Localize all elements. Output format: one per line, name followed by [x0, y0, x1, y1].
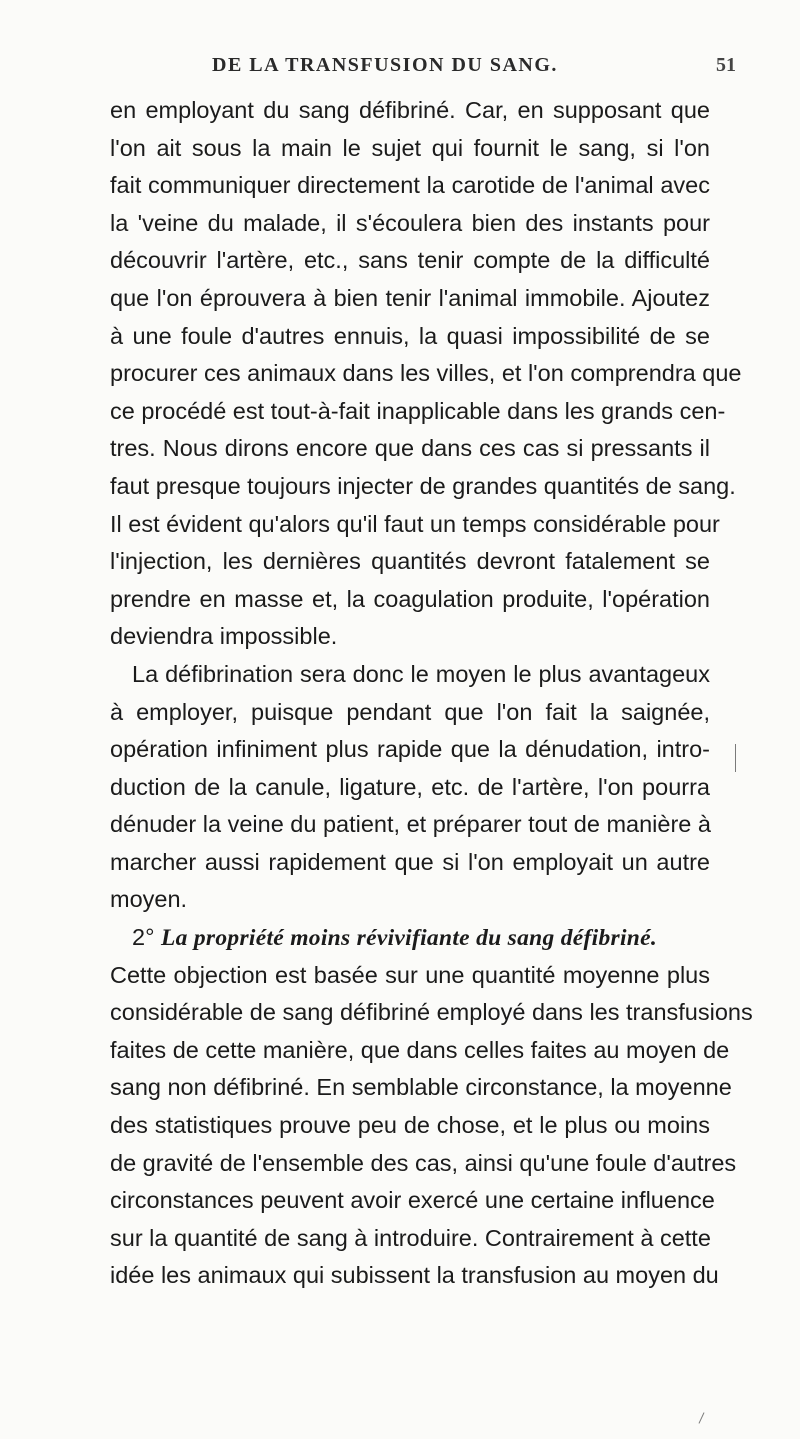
text-line: à employer, puisque pendant que l'on fait la saignée, — [110, 698, 710, 725]
margin-mark — [735, 744, 736, 772]
text-line: La défibrination sera donc le moyen le plus avantageux — [132, 660, 710, 687]
text-line: deviendra impossible. — [110, 623, 338, 650]
text-line: dénuder la veine du patient, et préparer tout de manière à — [110, 811, 711, 838]
page-number: 51 — [716, 54, 736, 76]
text-line: Cette objection est basée sur une quantité moyenne plus — [110, 961, 710, 988]
text-line: fait communiquer directement la carotide de l'animal avec — [110, 172, 710, 199]
text-line: ce procédé est tout-à-fait inapplicable dans les grands cen- — [110, 397, 726, 424]
text-line: duction de la canule, ligature, etc. de l'artère, l'on pourra — [110, 773, 710, 800]
section-heading — [110, 919, 710, 957]
text-line: en employant du sang défibriné. Car, en supposant que — [110, 97, 710, 123]
text-line: la 'veine du malade, il s'écoulera bien des instants pour — [110, 209, 710, 236]
text-line: Il est évident qu'alors qu'il faut un temps considérable pour — [110, 510, 720, 537]
body-text — [110, 92, 753, 1295]
text-line: des statistiques prouve peu de chose, et le plus ou moins — [110, 1112, 710, 1139]
section-number: 2° — [132, 924, 155, 951]
text-line: procurer ces animaux dans les villes, et l'on comprendra que — [110, 360, 742, 387]
text-line: sur la quantité de sang à introduire. Contrairement à cette — [110, 1224, 711, 1251]
text-line: faites de cette manière, que dans celles faites au moyen de — [110, 1036, 730, 1063]
text-line: moyen. — [110, 886, 188, 913]
text-line: de gravité de l'ensemble des cas, ainsi qu'une foule d'autres — [110, 1149, 737, 1176]
text-line: considérable de sang défibriné employé dans les transfusions — [110, 999, 753, 1026]
text-line: découvrir l'artère, etc., sans tenir compte de la difficulté — [110, 247, 710, 274]
stray-mark — [699, 1412, 705, 1423]
text-line: l'on ait sous la main le sujet qui fournit le sang, si l'on — [110, 134, 710, 161]
text-line: opération infiniment plus rapide que la dénudation, intro- — [110, 736, 710, 763]
text-line: que l'on éprouvera à bien tenir l'animal immobile. Ajoutez — [110, 284, 710, 311]
text-line: prendre en masse et, la coagulation produite, l'opération — [110, 585, 710, 612]
text-line: idée les animaux qui subissent la transfusion au moyen du — [110, 1262, 719, 1289]
section-title: La propriété moins révivifiante du sang défibriné. — [161, 925, 658, 952]
text-line: l'injection, les dernières quantités devront fatalement se — [110, 548, 710, 575]
text-line: sang non défibriné. En semblable circonstance, la moyenne — [110, 1074, 732, 1101]
text-line: circonstances peuvent avoir exercé une certaine influence — [110, 1187, 715, 1214]
text-line: tres. Nous dirons encore que dans ces cas si pressants il — [110, 435, 710, 462]
text-line: marcher aussi rapidement que si l'on employait un autre — [110, 848, 710, 875]
page-header — [0, 54, 800, 84]
running-head: DE LA TRANSFUSION DU SANG. — [212, 54, 558, 76]
text-line: à une foule d'autres ennuis, la quasi impossibilité de se — [110, 322, 710, 349]
text-line: faut presque toujours injecter de grandes quantités de sang. — [110, 472, 736, 499]
